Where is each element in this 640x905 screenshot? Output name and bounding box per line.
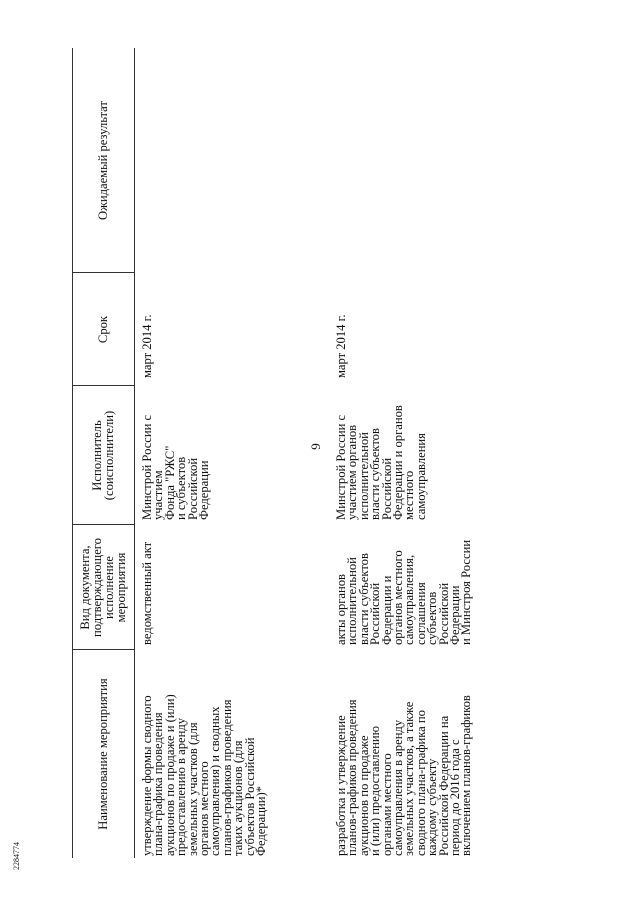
header-result: Ожидаемый результат (96, 101, 110, 220)
header-term: Срок (96, 315, 110, 344)
header-executor: Исполнитель (соисполнители) (90, 410, 116, 501)
row2-doc: акты органов исполнительной власти субъектов Российской Федерации и органов местного самоуправления, соглашения субъектов Российской Федерации и Минстроя России (334, 539, 474, 645)
row1-executor: Минстрой России с участием Фонда "РЖС" и субъектов Российской Федерации (140, 414, 212, 520)
header-bottom-border (134, 48, 135, 858)
header-name: Наименование мероприятия (96, 678, 110, 830)
row1-doc: ведомственный акт (140, 541, 154, 645)
row2-executor: Минстрой России с участием органов исполнительной власти субъектов Российской Федерации и органов местного самоуправления (334, 405, 428, 520)
page-number: 9 (307, 443, 323, 450)
row1-term: март 2014 г. (140, 314, 154, 378)
rotated-table (72, 48, 572, 858)
row2-name: разработка и утверждение планов-графиков проведения аукционов по продаже и (или) предоставлению органами местного самоуправления в аренду земельных участков, а также сводного плана-графика по каждому субъекту Российской Федерации на период до 2016 года с включением планов-графиков (334, 695, 474, 856)
row1-name: утверждение формы сводного плана-графика проведения аукционов по продаже и (или) предоставлению в аренду земельных участков (для органов местного самоуправления) и сводных планов-графиков проведения таких аукционов (для субъектов Российской Федерации)* (140, 694, 269, 856)
row2-term: март 2014 г. (334, 314, 348, 378)
header-document: Вид документа, подтверждающего исполнение мероприятия (78, 538, 128, 637)
document-code: 2284774 (12, 842, 21, 870)
